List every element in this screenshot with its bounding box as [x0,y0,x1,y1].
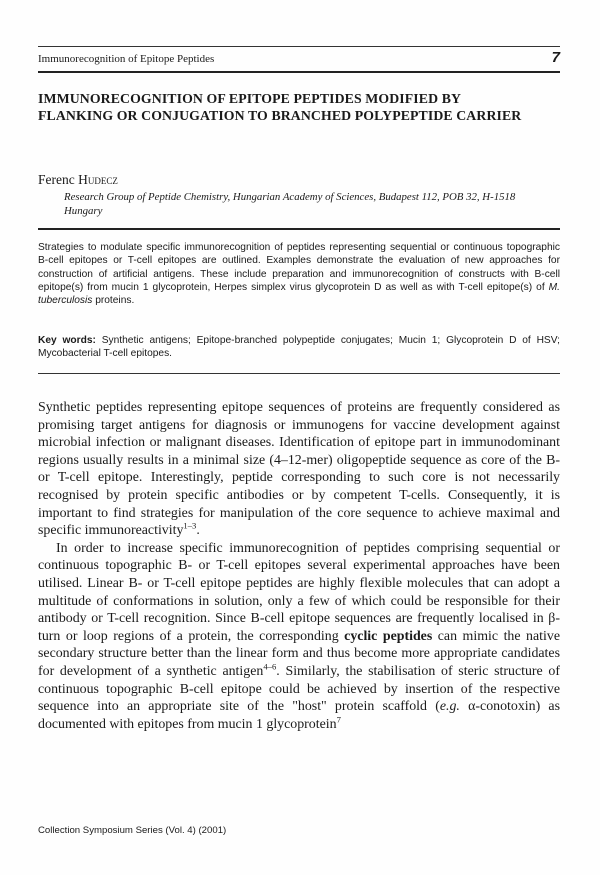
abstract-text: Strategies to modulate specific immunorecognition of peptides representing sequential or continuous topographic B-cell epitopes or T-cell epitopes are outlined. Examples demonstrate the evaluation of new approaches for construction of artificial antigens. These include preparation and immunorecognition of constructs with B-cell epitope(s) from mucin 1 glycoprotein, Herpes simplex virus glycoprotein D as well as with T-cell epitope(s) of M. tuberculosis proteins. [38,242,560,307]
article-title: IMMUNORECOGNITION OF EPITOPE PEPTIDES MODIFIED BY FLANKING OR CONJUGATION TO BRANCHED POLYPEPTIDE CARRIER [38,91,522,123]
abstract-box [38,228,560,374]
body-text [38,399,560,733]
page-footer: Collection Symposium Series (Vol. 4) (2001) [38,825,227,836]
keywords-list: Synthetic antigens; Epitope-branched polypeptide conjugates; Mucin 1; Glycoprotein D of HSV; Mycobacterial T-cell epitopes. [38,335,560,360]
keywords [38,334,560,361]
author-affiliation: Research Group of Peptide Chemistry, Hungarian Academy of Sciences, Budapest 112, POB 32, H-1518 Hungary [64,191,516,217]
paragraph-1: Synthetic peptides representing epitope sequences of proteins are frequently considered as promising target antigens for diagnosis or immunogens for vaccine development against microbial infection or malignant diseases. Identification of epitope part in immunodominant regions usually results in a minimal size (4–12-mer) oligopeptide sequence as core of the B- or T-cell epitope. Interestingly, peptide corresponding to such core is not necessarily recognised by protein specific antibodies or by competent T-cells. Consequently, it is important to find strategies for manipulation of the core sequence to achieve maximal and specific immunoreactivity$^{1-3}$. [38,400,560,539]
running-head [38,46,560,73]
author-first-name: Ferenc [38,172,79,187]
author-name [38,172,118,188]
running-title: Immunorecognition of Epitope Peptides [38,53,215,65]
paragraph-2: In order to increase specific immunorecognition of peptides comprising sequential or continuous topographic B- or T-cell epitopes several experimental approaches have been utilised. Linear B- or T-cell epitope peptides are highly flexible molecules that can adopt a multitude of conformations in solution, only a few of which could be responsible for their antibody or T-cell recognition. Since B-cell epitope sequences are frequently localised in β-turn or loop regions of a protein, the corresponding cyclic peptides can mimic the native secondary structure better than the linear form and thus become more appropriate candidates for development of a synthetic antigen$^{4-6}$. Similarly, the stabilisation of steric structure of continuous topographic B-cell epitope could be achieved by insertion of the respective sequence into an appropriate site of the "host" protein scaffold (e.g. α-conotoxin) as documented with epitopes from mucin 1 glycoprotein$^7$ [38,540,561,732]
keywords-label: Key words: [38,335,96,346]
page-number: 7 [551,49,560,66]
author-last-name: Hudecz [78,172,118,187]
